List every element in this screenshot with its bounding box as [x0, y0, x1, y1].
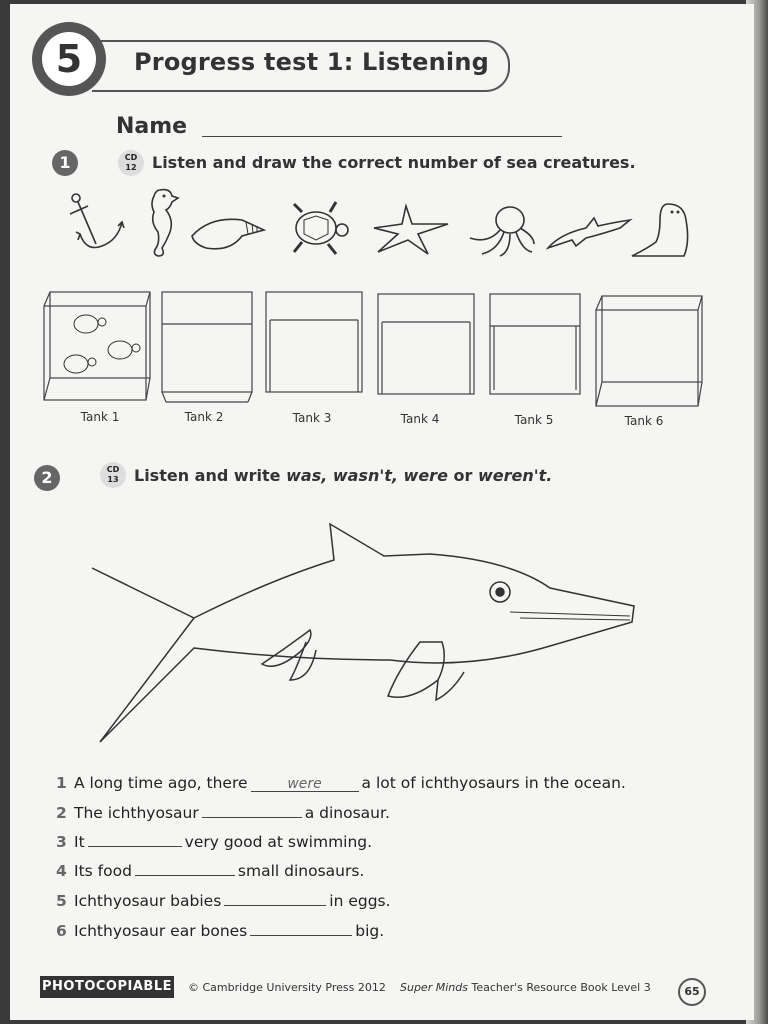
question-2: 2 The ichthyosaur a dinosaur.	[56, 804, 390, 822]
turtle-icon	[288, 200, 352, 258]
cd-icon: CD 13	[100, 462, 126, 488]
tank-label: Tank 3	[292, 411, 332, 425]
octopus-icon	[464, 204, 536, 258]
question-5: 5 Ichthyosaur babies in eggs.	[56, 892, 391, 910]
page-number: 65	[678, 978, 706, 1006]
anchor-icon	[66, 192, 126, 256]
answer-blank[interactable]	[250, 921, 352, 936]
answer-blank[interactable]	[224, 891, 326, 906]
tank-label: Tank 4	[400, 412, 440, 426]
question-3: 3 It very good at swimming.	[56, 833, 373, 851]
tank-2[interactable]	[160, 290, 256, 404]
name-field[interactable]	[202, 136, 562, 137]
page-title: Progress test 1: Listening	[134, 48, 489, 76]
tank-label: Tank 2	[184, 410, 224, 424]
question-1: 1 A long time ago, there were a lot of ichthyosaurs in the ocean.	[56, 774, 626, 792]
tank-label: Tank 5	[514, 413, 554, 427]
question-6: 6 Ichthyosaur ear bones big.	[56, 922, 385, 940]
ichthyosaur-illustration	[90, 520, 638, 750]
tank-6[interactable]	[596, 294, 708, 410]
tank-1[interactable]	[44, 290, 156, 404]
shell-icon	[190, 212, 266, 252]
copyright-text: © Cambridge University Press 2012	[188, 981, 386, 994]
tank-4[interactable]	[376, 292, 476, 406]
photocopiable-badge: PHOTOCOPIABLE	[40, 976, 174, 998]
tank-5[interactable]	[488, 292, 584, 406]
tank-3[interactable]	[264, 290, 364, 404]
tank-label: Tank 1	[80, 410, 120, 424]
answer-blank[interactable]	[202, 803, 302, 818]
book-title: Super Minds Teacher's Resource Book Level 3	[400, 981, 651, 994]
exercise-2-instruction: Listen and write was, wasn't, were or weren't.	[134, 466, 553, 485]
exercise-1-instruction: Listen and draw the correct number of sea creatures.	[152, 153, 636, 172]
seal-icon	[628, 200, 696, 260]
tank-label: Tank 6	[624, 414, 664, 428]
question-4: 4 Its food small dinosaurs.	[56, 862, 365, 880]
unit-number: 5	[42, 32, 96, 86]
name-label: Name	[116, 114, 188, 139]
exercise-2-number: 2	[34, 465, 60, 491]
seahorse-icon	[144, 186, 180, 260]
exercise-1-number: 1	[52, 150, 78, 176]
answer-blank[interactable]	[135, 861, 235, 876]
answer-blank[interactable]	[88, 832, 182, 847]
answer-blank[interactable]: were	[251, 777, 359, 792]
starfish-icon	[372, 204, 450, 256]
cd-icon: CD 12	[118, 150, 144, 176]
dolphin-icon	[546, 212, 632, 250]
